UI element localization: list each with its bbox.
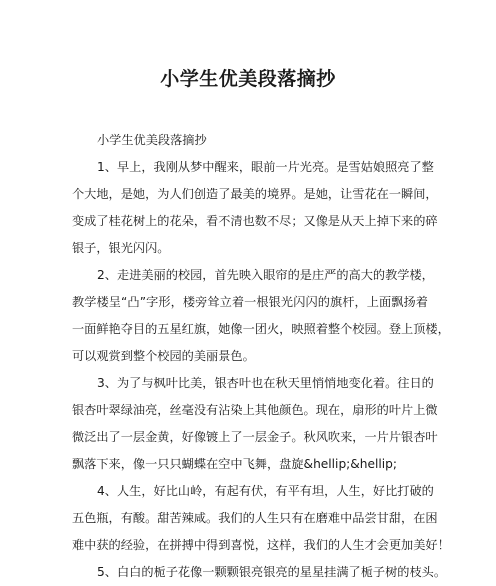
- document-title: 小学生优美段落摘抄: [160, 68, 336, 90]
- paragraph-2-line-1: 2、走进美丽的校园，首先映入眼帘的是庄严的高大的教学楼，: [97, 268, 434, 282]
- paragraph-1-line-2: 个大地，是她，为人们创造了最美的境界。是她，让雪花在一瞬间，: [72, 187, 438, 201]
- paragraph-4-line-2: 五色瓶，有酸。甜苦辣咸。我们的人生只有在磨难中品尝甘甜，在困: [72, 511, 438, 525]
- paragraph-3-line-1: 3、为了与枫叶比美，银杏叶也在秋天里悄悄地变化着。往日的: [97, 376, 434, 390]
- paragraph-3-line-2: 银杏叶翠绿油亮，丝毫没有沾染上其他颜色。现在，扇形的叶片上微: [72, 403, 438, 417]
- document-body: [72, 127, 450, 586]
- paragraph-2-line-2: 教学楼呈“凸”字形，楼旁耸立着一根银光闪闪的旗杆，上面飘扬着: [72, 295, 428, 309]
- paragraph-5-line-1: 5、白白的栀子花像一颗颗银亮银亮的星星挂满了栀子树的枝头。: [97, 565, 447, 579]
- paragraph-2-line-4: 可以观赏到整个校园的美丽景色。: [72, 349, 255, 363]
- paragraph-1-line-3: 变成了桂花树上的花朵，看不清也数不尽；又像是从天上掉下来的碎: [72, 214, 438, 228]
- paragraph-3-line-3: 微泛出了一层金黄，好像镀上了一层金子。秋风吹来，一片片银杏叶: [72, 430, 438, 444]
- section-heading: 小学生优美段落摘抄: [97, 133, 207, 147]
- paragraph-1-line-1: 1、早上，我刚从梦中醒来，眼前一片光亮。是雪姑娘照亮了整: [97, 160, 434, 174]
- paragraph-1-line-4: 银子，银光闪闪。: [72, 241, 170, 255]
- paragraph-4-line-1: 4、人生，好比山岭，有起有伏，有平有坦，人生，好比打破的: [97, 484, 434, 498]
- paragraph-3-line-4: 飘落下来，像一只只蝴蝶在空中飞舞，盘旋&hellip;&hellip;: [72, 457, 398, 471]
- paragraph-2-line-3: 一面鲜艳夺目的五星红旗，她像一团火，映照着整个校园。登上顶楼，: [72, 322, 450, 336]
- paragraph-4-line-3: 难中获的经验，在拼搏中得到喜悦，这样，我们的人生才会更加美好！: [72, 538, 450, 552]
